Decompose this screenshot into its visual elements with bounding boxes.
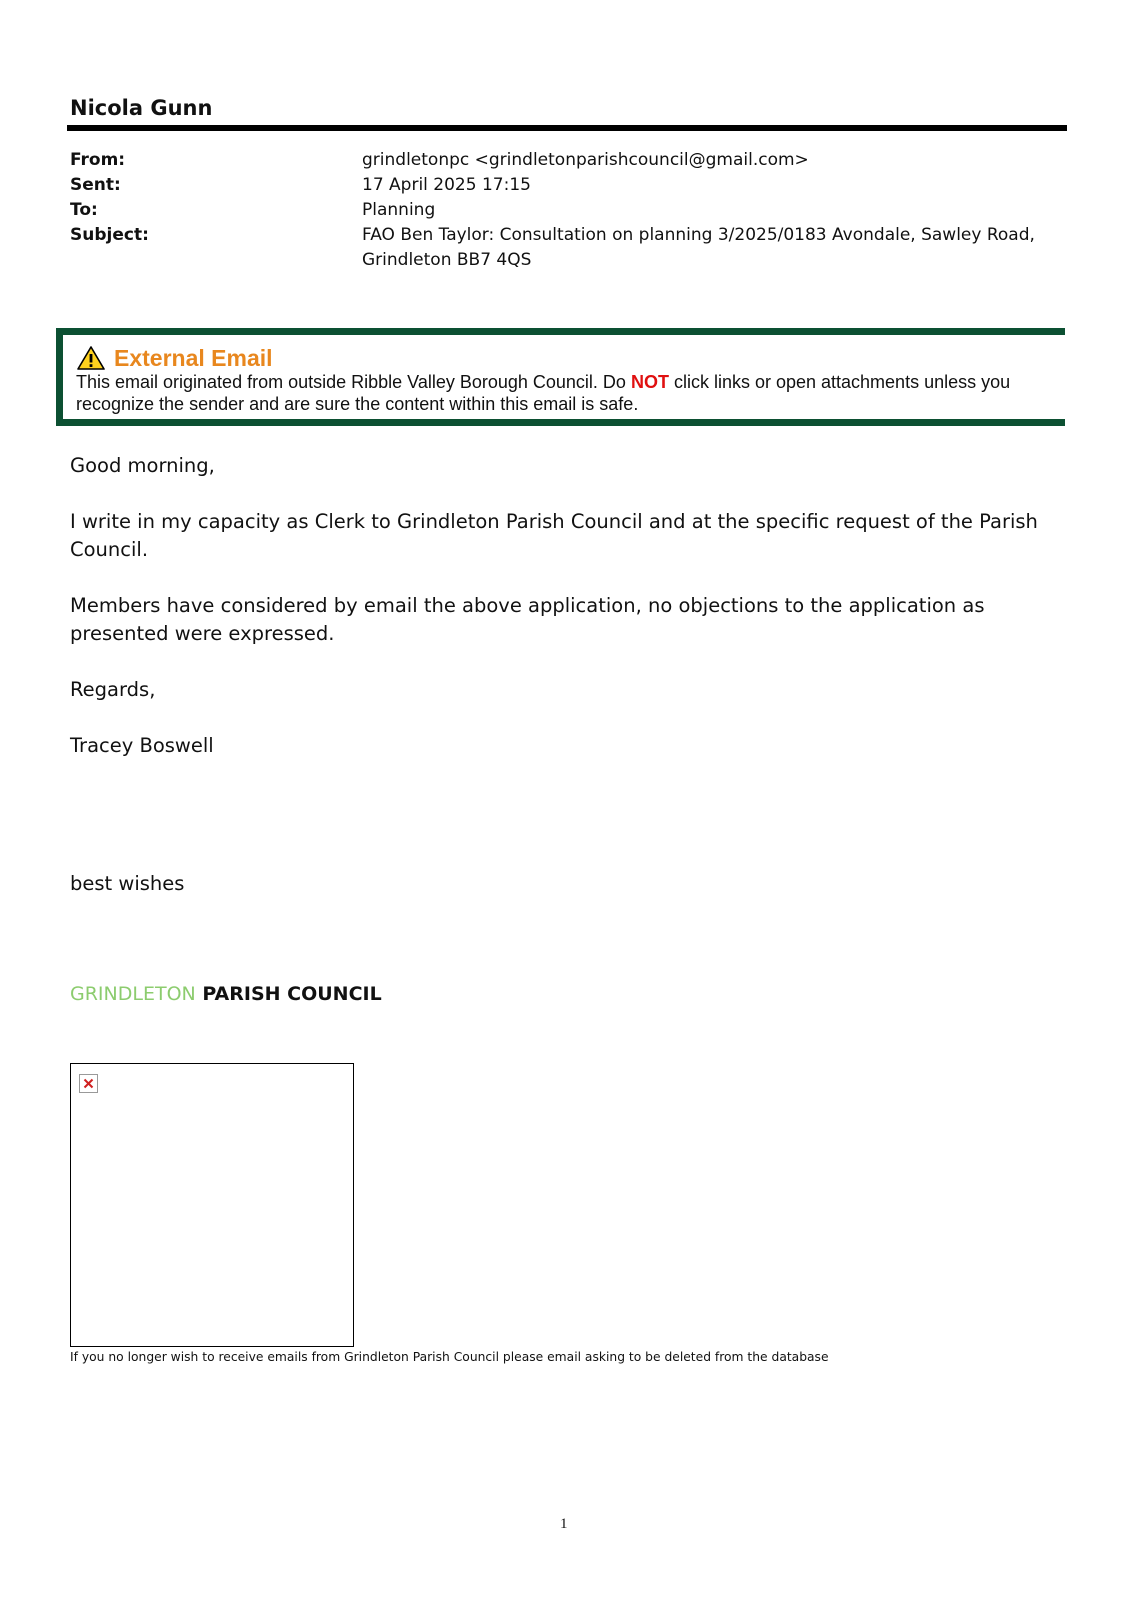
greeting: Good morning,	[70, 454, 215, 477]
subject-value: FAO Ben Taylor: Consultation on planning 3/2025/0183 Avondale, Sawley Road, Grindleton BB7 4QS	[362, 225, 1035, 270]
external-email-banner	[56, 328, 1065, 426]
to-value: Planning	[362, 200, 436, 220]
to-label: To:	[70, 200, 98, 220]
from-value: grindletonpc <grindletonparishcouncil@gmail.com>	[362, 150, 809, 170]
closing: best wishes	[70, 872, 185, 895]
warning-icon	[77, 345, 105, 371]
banner-text-emphasis: NOT	[630, 372, 669, 392]
body-paragraph-1: I write in my capacity as Clerk to Grindleton Parish Council and at the specific request of the Parish Council.	[70, 510, 1038, 561]
banner-text-after: click links or open attachments unless you recognize the sender and are sure the content within this email is safe.	[76, 372, 1011, 414]
sent-value: 17 April 2025 17:15	[362, 175, 531, 195]
banner-text-before: This email originated from outside Ribble Valley Borough Council. Do	[76, 372, 631, 392]
unsubscribe-notice: If you no longer wish to receive emails from Grindleton Parish Council please email asking to be deleted from the database	[70, 1350, 829, 1364]
body-paragraph-2: Members have considered by email the above application, no objections to the application as presented were expressed.	[70, 594, 985, 645]
page-number: 1	[560, 1516, 568, 1532]
regards: Regards,	[70, 678, 156, 701]
banner-text	[76, 371, 1066, 415]
signature-org-name	[70, 983, 382, 1005]
from-label: From:	[70, 150, 126, 170]
banner-title: External Email	[114, 344, 273, 371]
broken-image-placeholder	[70, 1063, 354, 1347]
broken-image-icon	[79, 1074, 98, 1093]
signature-org-part2: PARISH COUNCIL	[202, 983, 382, 1005]
subject-label: Subject:	[70, 225, 149, 245]
header-divider	[67, 125, 1067, 131]
banner-title-row	[77, 343, 273, 373]
sender-name: Tracey Boswell	[70, 734, 214, 757]
sent-label: Sent:	[70, 175, 121, 195]
owner-name: Nicola Gunn	[70, 96, 213, 120]
signature-org-part1: GRINDLETON	[70, 983, 196, 1005]
